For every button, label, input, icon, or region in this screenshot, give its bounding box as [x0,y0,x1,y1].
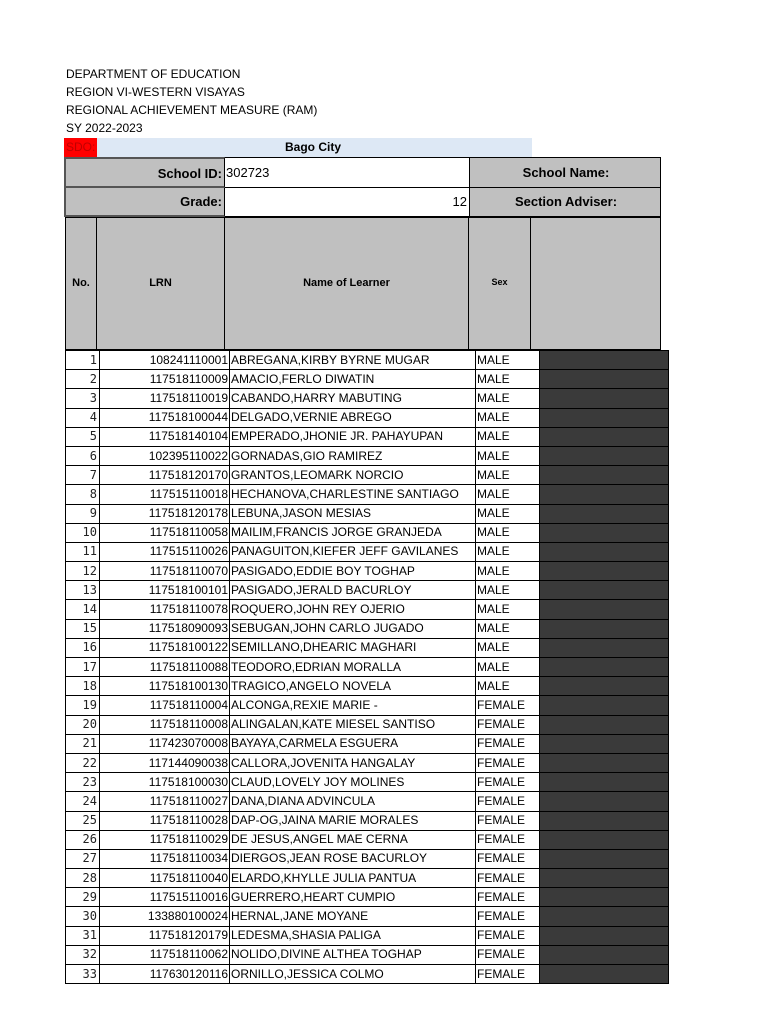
learner-row [66,830,669,849]
learner-number[interactable]: 17 [66,658,100,677]
learner-shaded-cell [540,753,669,772]
learner-sex[interactable]: FEMALE [476,907,540,926]
column-header-lrn-label: LRN [149,277,172,289]
learner-lrn[interactable]: 117515110018 [100,485,230,504]
learner-row [66,485,669,504]
learner-name[interactable]: LEBUNA,JASON MESIAS [230,504,476,523]
learner-row [66,792,669,811]
learner-sex[interactable]: MALE [476,466,540,485]
column-header-sex [468,217,531,350]
learner-name[interactable]: GRANTOS,LEOMARK NORCIO [230,466,476,485]
learner-shaded-cell [540,926,669,945]
learner-name[interactable]: SEMILLANO,DHEARIC MAGHARI [230,638,476,657]
learner-name[interactable]: CALLORA,JOVENITA HANGALAY [230,753,476,772]
learner-shaded-cell [540,869,669,888]
learner-number[interactable]: 7 [66,466,100,485]
learner-row [66,869,669,888]
learner-number[interactable]: 18 [66,677,100,696]
learner-lrn[interactable]: 117518120178 [100,504,230,523]
learner-lrn[interactable]: 117518110058 [100,523,230,542]
learner-name[interactable]: DIERGOS,JEAN ROSE BACURLOY [230,849,476,868]
learner-shaded-cell [540,485,669,504]
learner-lrn[interactable]: 117518110040 [100,869,230,888]
learner-number[interactable]: 3 [66,389,100,408]
learner-sex[interactable]: FEMALE [476,773,540,792]
column-header-name-label: Name of Learner [303,277,390,289]
learner-name[interactable]: DELGADO,VERNIE ABREGO [230,408,476,427]
learner-shaded-cell [540,408,669,427]
learner-shaded-cell [540,677,669,696]
learner-shaded-cell [540,581,669,600]
learner-lrn[interactable]: 117518110062 [100,945,230,964]
grade-value: 12 [452,194,467,209]
learner-number[interactable]: 2 [66,370,100,389]
learner-name[interactable]: HECHANOVA,CHARLESTINE SANTIAGO [230,485,476,504]
learner-number[interactable]: 31 [66,926,100,945]
learner-number[interactable]: 9 [66,504,100,523]
grade-cell[interactable] [225,188,469,217]
school-id-cell[interactable] [225,157,469,188]
learner-row [66,370,669,389]
learner-lrn[interactable]: 117518090093 [100,619,230,638]
learner-name[interactable]: PANAGUITON,KIEFER JEFF GAVILANES [230,542,476,561]
learner-sex[interactable]: MALE [476,600,540,619]
learner-lrn[interactable]: 117518110078 [100,600,230,619]
learner-sex[interactable]: FEMALE [476,811,540,830]
learner-name[interactable]: LEDESMA,SHASIA PALIGA [230,926,476,945]
learner-row [66,408,669,427]
learner-row [66,523,669,542]
learner-name[interactable]: ROQUERO,JOHN REY OJERIO [230,600,476,619]
learner-name[interactable]: ALCONGA,REXIE MARIE - [230,696,476,715]
learner-sex[interactable]: FEMALE [476,888,540,907]
learner-name[interactable]: HERNAL,JANE MOYANE [230,907,476,926]
learner-row [66,715,669,734]
learner-number[interactable]: 32 [66,945,100,964]
learner-sex[interactable]: MALE [476,619,540,638]
learner-shaded-cell [540,600,669,619]
learner-number[interactable]: 14 [66,600,100,619]
learner-table [65,350,669,984]
learner-lrn[interactable]: 117630120116 [100,965,230,984]
learner-shaded-cell [540,446,669,465]
learner-lrn[interactable]: 117518120179 [100,926,230,945]
learner-sex[interactable]: FEMALE [476,715,540,734]
section-adviser-label: Section Adviser: [514,194,618,209]
learner-lrn[interactable]: 117518110034 [100,849,230,868]
learner-lrn[interactable]: 117518110027 [100,792,230,811]
learner-row [66,753,669,772]
grade-label-cell [64,188,225,217]
learner-sex[interactable]: MALE [476,446,540,465]
column-header-lrn [96,217,225,350]
learner-row [66,542,669,561]
sdo-label: SDO: [64,138,97,157]
learner-row [66,658,669,677]
learner-lrn[interactable]: 117518110004 [100,696,230,715]
learner-shaded-cell [540,792,669,811]
learner-sex[interactable]: FEMALE [476,830,540,849]
learner-lrn[interactable]: 117518110070 [100,562,230,581]
learner-row [66,926,669,945]
learner-lrn[interactable]: 117518140104 [100,427,230,446]
learner-row [66,427,669,446]
learner-shaded-cell [540,715,669,734]
column-header-name [224,217,469,350]
learner-row [66,562,669,581]
learner-shaded-cell [540,562,669,581]
learner-sex[interactable]: MALE [476,351,540,370]
learner-name[interactable]: DE JESUS,ANGEL MAE CERNA [230,830,476,849]
section-adviser-label-cell [469,188,661,217]
learner-lrn[interactable]: 117423070008 [100,734,230,753]
learner-number[interactable]: 16 [66,638,100,657]
learner-shaded-cell [540,830,669,849]
sdo-row [64,138,532,157]
learner-number[interactable]: 1 [66,351,100,370]
learner-number[interactable]: 29 [66,888,100,907]
learner-shaded-cell [540,504,669,523]
learner-row [66,677,669,696]
learner-number[interactable]: 6 [66,446,100,465]
learner-row [66,811,669,830]
learner-shaded-cell [540,696,669,715]
learner-number[interactable]: 28 [66,869,100,888]
learner-row [66,849,669,868]
learner-name[interactable]: ORNILLO,JESSICA COLMO [230,965,476,984]
learner-shaded-cell [540,542,669,561]
learner-lrn[interactable]: 117518110009 [100,370,230,389]
learner-shaded-cell [540,523,669,542]
learner-shaded-cell [540,907,669,926]
learner-name[interactable]: CLAUD,LOVELY JOY MOLINES [230,773,476,792]
header-school-year: SY 2022-2023 [66,121,143,135]
learner-lrn[interactable]: 117518110028 [100,811,230,830]
learner-sex[interactable]: FEMALE [476,696,540,715]
learner-shaded-cell [540,811,669,830]
learner-row [66,734,669,753]
column-header-no-label: No. [72,277,90,289]
learner-number[interactable]: 19 [66,696,100,715]
school-name-label-cell [469,157,661,188]
learner-name[interactable]: ABREGANA,KIRBY BYRNE MUGAR [230,351,476,370]
learner-shaded-cell [540,638,669,657]
learner-shaded-cell [540,351,669,370]
learner-name[interactable]: EMPERADO,JHONIE JR. PAHAYUPAN [230,427,476,446]
grade-label: Grade: [180,194,222,209]
learner-lrn[interactable]: 117518110008 [100,715,230,734]
learner-lrn[interactable]: 117518110019 [100,389,230,408]
learner-shaded-cell [540,389,669,408]
learner-number[interactable]: 27 [66,849,100,868]
learner-row [66,945,669,964]
school-name-label: School Name: [522,165,610,180]
learner-sex[interactable]: MALE [476,562,540,581]
learner-name[interactable]: NOLIDO,DIVINE ALTHEA TOGHAP [230,945,476,964]
learner-row [66,888,669,907]
learner-name[interactable]: DANA,DIANA ADVINCULA [230,792,476,811]
learner-lrn[interactable]: 117518100044 [100,408,230,427]
learner-name[interactable]: CABANDO,HARRY MABUTING [230,389,476,408]
learner-row [66,965,669,984]
learner-row [66,351,669,370]
learner-name[interactable]: TRAGICO,ANGELO NOVELA [230,677,476,696]
learner-lrn[interactable]: 117518100030 [100,773,230,792]
learner-sex[interactable]: MALE [476,389,540,408]
column-header-blank [530,217,661,350]
learner-row [66,446,669,465]
learner-number[interactable]: 21 [66,734,100,753]
learner-sex[interactable]: MALE [476,523,540,542]
learner-lrn[interactable]: 117518110029 [100,830,230,849]
learner-name[interactable]: SEBUGAN,JOHN CARLO JUGADO [230,619,476,638]
learner-number[interactable]: 13 [66,581,100,600]
learner-lrn[interactable]: 117518100122 [100,638,230,657]
learner-number[interactable]: 4 [66,408,100,427]
learner-row [66,504,669,523]
learner-row [66,600,669,619]
learner-name[interactable]: PASIGADO,JERALD BACURLOY [230,581,476,600]
learner-sex[interactable]: MALE [476,370,540,389]
learner-name[interactable]: ALINGALAN,KATE MIESEL SANTISO [230,715,476,734]
column-header-sex-label: Sex [491,277,508,287]
learner-number[interactable]: 22 [66,753,100,772]
learner-sex[interactable]: MALE [476,581,540,600]
learner-shaded-cell [540,888,669,907]
learner-name[interactable]: DAP-OG,JAINA MARIE MORALES [230,811,476,830]
learner-number[interactable]: 5 [66,427,100,446]
learner-name[interactable]: GORNADAS,GIO RAMIREZ [230,446,476,465]
learner-lrn[interactable]: 117518110088 [100,658,230,677]
learner-number[interactable]: 12 [66,562,100,581]
learner-sex[interactable]: FEMALE [476,869,540,888]
learner-row [66,619,669,638]
learner-sex[interactable]: FEMALE [476,945,540,964]
learner-shaded-cell [540,849,669,868]
learner-shaded-cell [540,370,669,389]
learner-sex[interactable]: FEMALE [476,734,540,753]
learner-shaded-cell [540,945,669,964]
learner-shaded-cell [540,965,669,984]
learner-name[interactable]: ELARDO,KHYLLE JULIA PANTUA [230,869,476,888]
learner-sex[interactable]: FEMALE [476,926,540,945]
learner-sex[interactable]: FEMALE [476,849,540,868]
school-id-value: 302723 [226,165,270,180]
learner-row [66,696,669,715]
learner-sex[interactable]: MALE [476,658,540,677]
learner-lrn[interactable]: 117518100101 [100,581,230,600]
learner-sex[interactable]: MALE [476,542,540,561]
learner-row [66,389,669,408]
learner-shaded-cell [540,658,669,677]
column-header-no [65,217,97,350]
learner-number[interactable]: 30 [66,907,100,926]
learner-row [66,773,669,792]
learner-name[interactable]: AMACIO,FERLO DIWATIN [230,370,476,389]
learner-number[interactable]: 20 [66,715,100,734]
learner-lrn[interactable]: 117515110026 [100,542,230,561]
learner-sex[interactable]: FEMALE [476,965,540,984]
learner-number[interactable]: 8 [66,485,100,504]
learner-number[interactable]: 23 [66,773,100,792]
learner-row [66,581,669,600]
learner-sex[interactable]: MALE [476,638,540,657]
learner-row [66,466,669,485]
learner-sex[interactable]: MALE [476,504,540,523]
learner-name[interactable]: MAILIM,FRANCIS JORGE GRANJEDA [230,523,476,542]
learner-number[interactable]: 24 [66,792,100,811]
learner-row [66,638,669,657]
learner-sex[interactable]: FEMALE [476,792,540,811]
learner-row [66,907,669,926]
school-id-label: School ID: [157,166,222,181]
learner-sex[interactable]: MALE [476,485,540,504]
learner-sex[interactable]: MALE [476,677,540,696]
header-ram: REGIONAL ACHIEVEMENT MEASURE (RAM) [66,103,318,117]
school-id-label-cell [64,157,225,188]
learner-number[interactable]: 15 [66,619,100,638]
learner-name[interactable]: BAYAYA,CARMELA ESGUERA [230,734,476,753]
learner-sex[interactable]: FEMALE [476,753,540,772]
learner-lrn[interactable]: 108241110001 [100,351,230,370]
learner-number[interactable]: 10 [66,523,100,542]
learner-lrn[interactable]: 133880100024 [100,907,230,926]
sdo-value: Bago City [284,140,341,154]
learner-lrn[interactable]: 117518120170 [100,466,230,485]
header-region: REGION VI-WESTERN VISAYAS [66,85,245,99]
learner-lrn[interactable]: 102395110022 [100,446,230,465]
learner-lrn[interactable]: 117515110016 [100,888,230,907]
header-department: DEPARTMENT OF EDUCATION [66,67,241,81]
learner-lrn[interactable]: 117144090038 [100,753,230,772]
learner-shaded-cell [540,734,669,753]
learner-sex[interactable]: MALE [476,427,540,446]
learner-name[interactable]: GUERRERO,HEART CUMPIO [230,888,476,907]
learner-name[interactable]: PASIGADO,EDDIE BOY TOGHAP [230,562,476,581]
learner-shaded-cell [540,466,669,485]
learner-sex[interactable]: MALE [476,408,540,427]
learner-number[interactable]: 25 [66,811,100,830]
learner-shaded-cell [540,619,669,638]
learner-shaded-cell [540,773,669,792]
learner-name[interactable]: TEODORO,EDRIAN MORALLA [230,658,476,677]
learner-number[interactable]: 11 [66,542,100,561]
learner-shaded-cell [540,427,669,446]
learner-number[interactable]: 33 [66,965,100,984]
learner-number[interactable]: 26 [66,830,100,849]
learner-lrn[interactable]: 117518100130 [100,677,230,696]
